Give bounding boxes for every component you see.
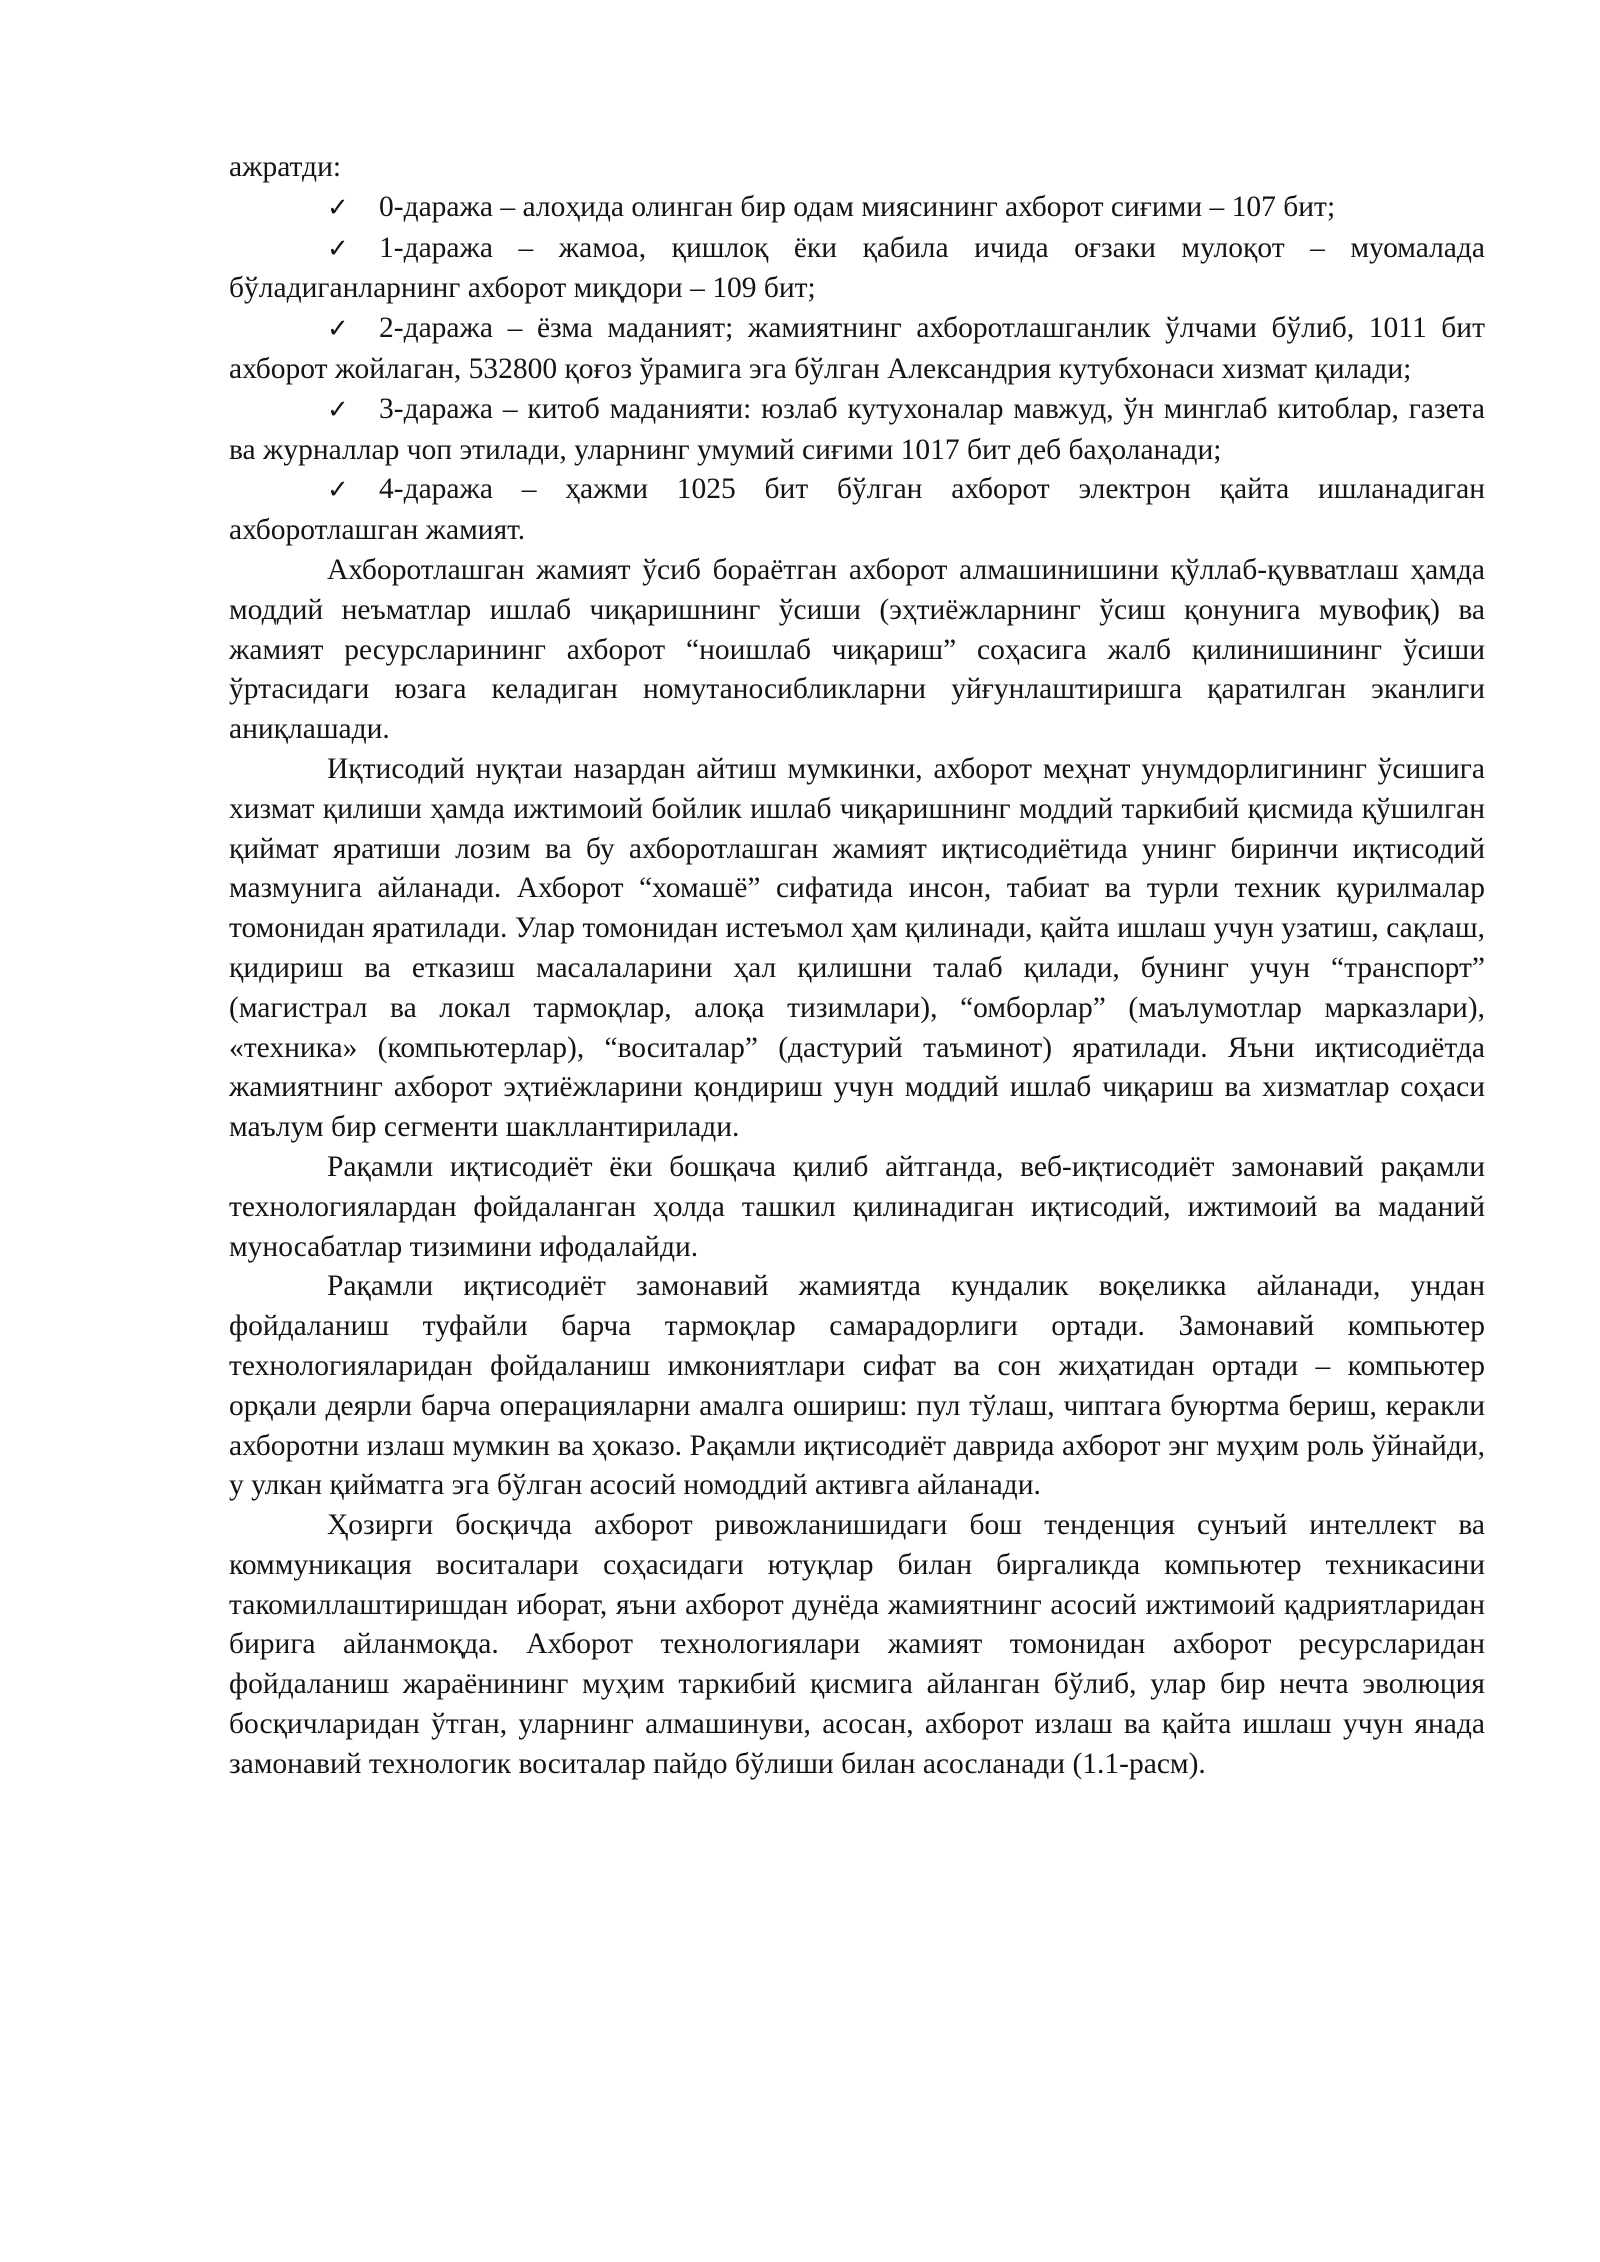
paragraph-economic-view: Иқтисодий нуқтаи назардан айтиш мумкинки, ахборот меҳнат унумдорлигининг ўсишига хизмат қилиши ҳамда ижтимоий бойлик ишлаб чиқаришнинг моддий таркибий қисмида қўшилган қиймат яратиши лозим ва бу ахборотлашган жамият иқтисодиётида унинг биринчи иқтисодий мазмунига айланади. Ахборот “хомашё” сифатида инсон, табиат ва турли техник қурилмалар томонидан яратилади. Улар томонидан истеъмол ҳам қилинади, қайта ишлаш учун узатиш, сақлаш, қидириш ва етказиш масалаларини ҳал қилишни талаб қилади, бунинг учун “транспорт” (магистрал ва локал тармоқлар, алоқа тизимлари), “омборлар” (маълумотлар марказлари), «техника» (компьютерлар), “воситалар” (дастурий таъминот) яратилади. Яъни иқтисодиётда жамиятнинг ахборот эҳтиёжларини қондириш учун моддий ишлаб чиқариш ва хизматлар соҳаси маълум бир сегменти шакллантирилади. xyxy=(229,752,1485,1144)
paragraph-digital-economy-definition: Рақамли иқтисодиёт ёки бошқача қилиб айтганда, веб-иқтисодиёт замонавий рақамли технологиялардан фойдаланган ҳолда ташкил қилинадиган иқтисодий, ижтимоий ва маданий муносабатлар тизимини ифодалайди. xyxy=(229,1150,1485,1263)
list-item xyxy=(229,229,1485,310)
paragraph-current-trend: Ҳозирги босқичда ахборот ривожланишидаги бош тенденция сунъий интеллект ва коммуникация воситалари соҳасидаги ютуқлар билан биргаликда компьютер техникасини такомиллаштиришдан иборат, яъни ахборот дунёда жамиятнинг асосий ижтимоий қадриятларидан бирига айланмоқда. Ахборот технологиялари жамият томонидан ахборот ресурсларидан фойдаланиш жараёнининг муҳим таркибий қисмига айланган бўлиб, улар бир нечта эволюция босқичларидан ўтган, уларнинг алмашинуви, асосан, ахборот излаш ва қайта ишлаш учун янада замонавий технологик воситалар пайдо бўлиши билан асосланади (1.1-расм). xyxy=(229,1509,1485,1780)
list-item-text: 4-даража – ҳажми 1025 бит бўлган ахборот электрон қайта ишланадиган ахборотлашган жамият. xyxy=(229,473,1485,547)
checkmark-icon: ✓ xyxy=(327,233,349,264)
list-item-text: 0-даража – алоҳида олинган бир одам миясининг ахборот сиғими – 107 бит; xyxy=(379,190,1336,223)
list-item-text: 3-даража – китоб маданияти: юзлаб кутухоналар мавжуд, ўн минглаб китоблар, газета ва журналлар чоп этилади, уларнинг умумий сиғими 1017 бит деб баҳоланади; xyxy=(229,392,1485,466)
list-item xyxy=(229,188,1485,229)
checkmark-icon: ✓ xyxy=(327,475,349,506)
list-item-text: 1-даража – жамоа, қишлоқ ёки қабила ичида оғзаки мулоқот – муомалада бўладиганларнинг ахборот миқдори – 109 бит; xyxy=(229,231,1485,305)
level-list xyxy=(229,188,1485,551)
list-item xyxy=(229,390,1485,471)
list-item xyxy=(229,309,1485,390)
paragraph-information-society: Ахборотлашган жамият ўсиб бораётган ахборот алмашинишини қўллаб-қувватлаш ҳамда моддий неъматлар ишлаб чиқаришнинг ўсиши (эҳтиёжларнинг ўсиш қонунига мувофиқ) ва жамият ресурсларининг ахборот “ноишлаб чиқариш” соҳасига жалб қилинишининг ўсиши ўртасидаги юзага келадиган номутаносибликларни уйғунлаштиришга қаратилган эканлиги аниқлашади. xyxy=(229,553,1485,746)
checkmark-icon: ✓ xyxy=(327,192,349,223)
document-page xyxy=(229,148,1485,1785)
list-item-text: 2-даража – ёзма маданият; жамиятнинг ахборотлашганлик ўлчами бўлиб, 1011 бит ахборот жойлаган, 532800 қоғоз ўрамига эга бўлган Александрия кутубхонаси хизмат қилади; xyxy=(229,312,1485,385)
paragraph-digital-economy-role: Рақамли иқтисодиёт замонавий жамиятда кундалик воқеликка айланади, ундан фойдаланиш туфайли барча тармоқлар самарадорлиги ортади. Замонавий компьютер технологияларидан фойдаланиш имкониятлари сифат ва сон жиҳатидан ортади – компьютер орқали деярли барча операцияларни амалга ошириш: пул тўлаш, чиптага буюртма бериш, керакли ахборотни излаш мумкин ва ҳоказо. Рақамли иқтисодиёт даврида ахборот энг муҳим роль ўйнайди, у улкан қийматга эга бўлган асосий номоддий активга айланади. xyxy=(229,1270,1485,1502)
intro-line: ажратди: xyxy=(229,151,342,183)
list-item xyxy=(229,470,1485,551)
checkmark-icon: ✓ xyxy=(327,314,349,345)
checkmark-icon: ✓ xyxy=(327,394,349,425)
